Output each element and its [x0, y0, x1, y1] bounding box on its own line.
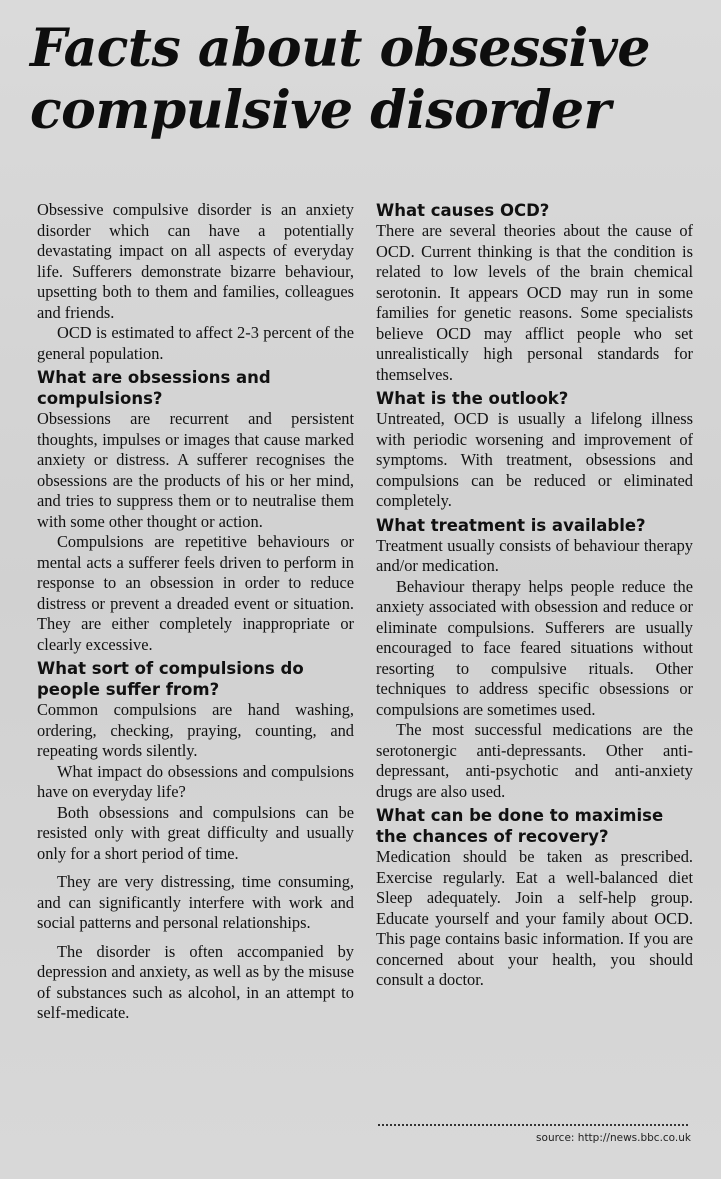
impact-question-paragraph: What impact do obsessions and compulsions have on everyday life?: [37, 761, 354, 801]
title-line-1: Facts about obsessive: [30, 18, 650, 79]
heading-compulsion-types: What sort of compulsions do people suffer from?: [37, 659, 304, 699]
distress-paragraph: They are very distressing, time consuming, and can significantly interfere with work and social patterns and personal relationships.: [37, 872, 354, 932]
resistance-paragraph: Both obsessions and compulsions can be resisted only with great difficulty and usually only for a short period of time.: [37, 802, 354, 863]
heading-recovery: What can be done to maximise the chances of recovery?: [376, 806, 664, 846]
heading-causes: What causes OCD?: [376, 201, 550, 220]
right-column: [376, 200, 693, 991]
article-title: [30, 18, 710, 142]
dotted-divider: [378, 1124, 688, 1126]
outlook-paragraph: Untreated, OCD is usually a lifelong illness with periodic worsening and improvement of symptoms. With treatment, obsessions and compulsions can be reduced or eliminated completely.: [376, 409, 693, 510]
compulsions-paragraph: Compulsions are repetitive behaviours or mental acts a sufferer feels driven to perform in response to an obsession in order to reduce distress or prevent a dreaded event or situation. They are either completely inappropriate or clearly excessive.: [37, 532, 354, 654]
heading-obsessions: What are obsessions and compulsions?: [37, 368, 271, 408]
common-compulsions-paragraph: Common compulsions are hand washing, ordering, checking, praying, counting, and repeating words silently.: [37, 700, 354, 760]
title-line-2: compulsive disorder: [30, 80, 611, 141]
causes-paragraph: There are several theories about the cause of OCD. Current thinking is that the condition is related to low levels of the brain chemical serotonin. It appears OCD may run in some families for genetic reasons. Some specialists believe OCD may afflict people who set unrealistically high personal standards for themselves.: [376, 221, 693, 384]
source-credit: source: http://news.bbc.co.uk: [536, 1132, 691, 1144]
intro-paragraph: Obsessive compulsive disorder is an anxiety disorder which can have a potentially devastating impact on all aspects of everyday life. Sufferers demonstrate bizarre behaviour, upsetting both to them and families, colleagues and friends.: [37, 200, 354, 322]
comorbidity-paragraph: The disorder is often accompanied by depression and anxiety, as well as by the misuse of substances such as alcohol, in an attempt to self-medicate.: [37, 941, 354, 1022]
obsessions-paragraph: Obsessions are recurrent and persistent thoughts, impulses or images that cause marked anxiety or distress. A sufferer recognises the obsessions are the products of his or her mind, and tries to suppress them or to neutralise them with some other thought or action.: [37, 409, 354, 531]
heading-outlook: What is the outlook?: [376, 389, 569, 408]
recovery-paragraph: Medication should be taken as prescribed. Exercise regularly. Eat a well-balanced diet Sleep adequately. Join a self-help group. Educate yourself and your family about OCD. This page contains basic information. If you are concerned about your health, you should consult a doctor.: [376, 847, 693, 989]
medication-paragraph: The most successful medications are the serotonergic anti-depressants. Other anti-depressant, anti-psychotic and anti-anxiety drugs are also used.: [376, 720, 693, 801]
behaviour-therapy-paragraph: Behaviour therapy helps people reduce the anxiety associated with obsession and reduce or eliminate compulsions. Sufferers are usually encouraged to face feared situations without resorting to compulsive rituals. Other techniques to address specific obsessions or compulsions are sometimes used.: [376, 576, 693, 719]
prevalence-paragraph: OCD is estimated to affect 2-3 percent of the general population.: [37, 323, 354, 363]
treatment-paragraph: Treatment usually consists of behaviour therapy and/or medication.: [376, 535, 693, 575]
heading-treatment: What treatment is available?: [376, 515, 646, 535]
left-column: [37, 200, 354, 1024]
